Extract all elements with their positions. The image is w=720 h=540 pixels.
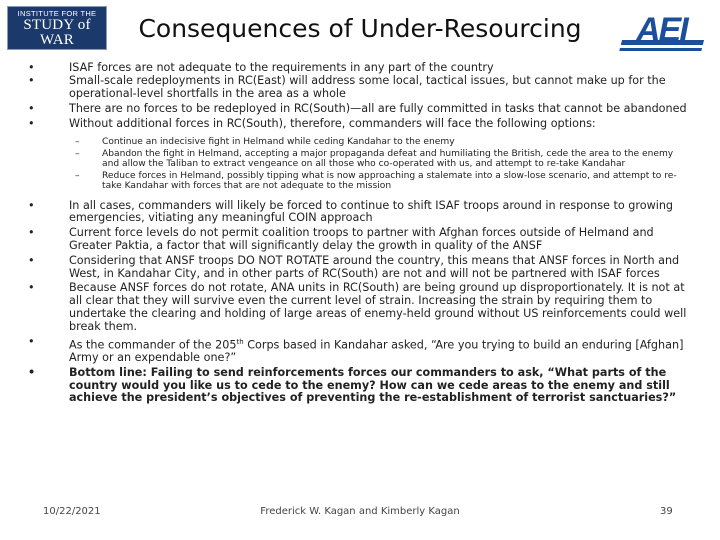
isw-logo-line1: INSTITUTE FOR THE bbox=[17, 9, 97, 18]
sub-bullet-3: – Reduce forces in Helmand, possibly tipping what is now approaching a stalemate into a slow-lose scenario, and attempt to re-take Kandahar with forces that are not adequate to the mission bbox=[75, 171, 677, 192]
bullet-3: • There are no forces to be redeployed in RC(South)—all are fully committed in tasks that cannot be abandoned bbox=[28, 101, 687, 115]
bullet-8: • Because ANSF forces do not rotate, ANA units in RC(South) are being ground up disproportionately. It is not at all clear that they will survive even the current level of strain. Increasing the strain by requiring them to undertake the clearing and holding of large areas of enemy-held ground without US reinforcements could well break them. bbox=[28, 281, 687, 333]
svg-text:AEI: AEI bbox=[636, 11, 687, 49]
sub-bullet-2: – Abandon the fight in Helmand, accepting a major propaganda defeat and humiliating the British, cede the area to the enemy and allow the Taliban to extract vengeance on all those who co-operated with us, and attempt to re-take Kandahar bbox=[75, 148, 674, 169]
bullet-7: • Considering that ANSF troops DO NOT ROTATE around the country, this means that ANSF forces in North and West, in Kandahar City, and in other parts of RC(South) are not and will not be partnered with ISAF forces bbox=[28, 253, 680, 280]
bullet-5: • In all cases, commanders will likely be forced to continue to shift ISAF troops around in response to growing emergencies, vitiating any meaningful COIN approach bbox=[28, 198, 674, 225]
footer-authors: Frederick W. Kagan and Kimberly Kagan bbox=[260, 506, 460, 517]
footer-date: 10/22/2021 bbox=[43, 506, 101, 517]
bullet-9: • As the commander of the 205th Corps based in Kandahar asked, “Are you trying to build an enduring [Afghan] Army or an expendable one?” bbox=[28, 334, 684, 365]
bottom-line-bullet: • Bottom line: Failing to send reinforcements forces our commanders to ask, “What parts of the country would you like us to cede to the enemy? How can we cede areas to the enemy and still achieve the president’s objectives of preventing the re-establishment of terrorist sanctuaries?” bbox=[28, 365, 677, 405]
isw-logo-line3: MILITARY ANALYSIS AND EDUCATION FOR CIVILIAN LEADERS bbox=[16, 49, 98, 59]
bullet-1: • ISAF forces are not adequate to the requirements in any part of the country bbox=[28, 61, 494, 74]
isw-logo-line2: STUDY of WAR bbox=[23, 17, 91, 48]
slide-title: Consequences of Under-Resourcing bbox=[138, 14, 582, 43]
page-number: 39 bbox=[660, 506, 673, 517]
bullet-6: • Current force levels do not permit coalition troops to partner with Afghan forces outside of Helmand and Greater Paktia, a factor that will significantly delay the growth in quality of the ANSF bbox=[28, 226, 654, 252]
aei-logo bbox=[616, 8, 712, 58]
bullet-4: • Without additional forces in RC(South), therefore, commanders will face the following options: bbox=[28, 116, 596, 130]
sub-bullet-1: – Continue an indecisive fight in Helmand while ceding Kandahar to the enemy bbox=[75, 136, 455, 147]
bullet-2: • Small-scale redeployments in RC(East) will address some local, tactical issues, but cannot make up for the operational-level shortfalls in the area as a whole bbox=[28, 74, 666, 101]
slide-body bbox=[28, 62, 692, 405]
